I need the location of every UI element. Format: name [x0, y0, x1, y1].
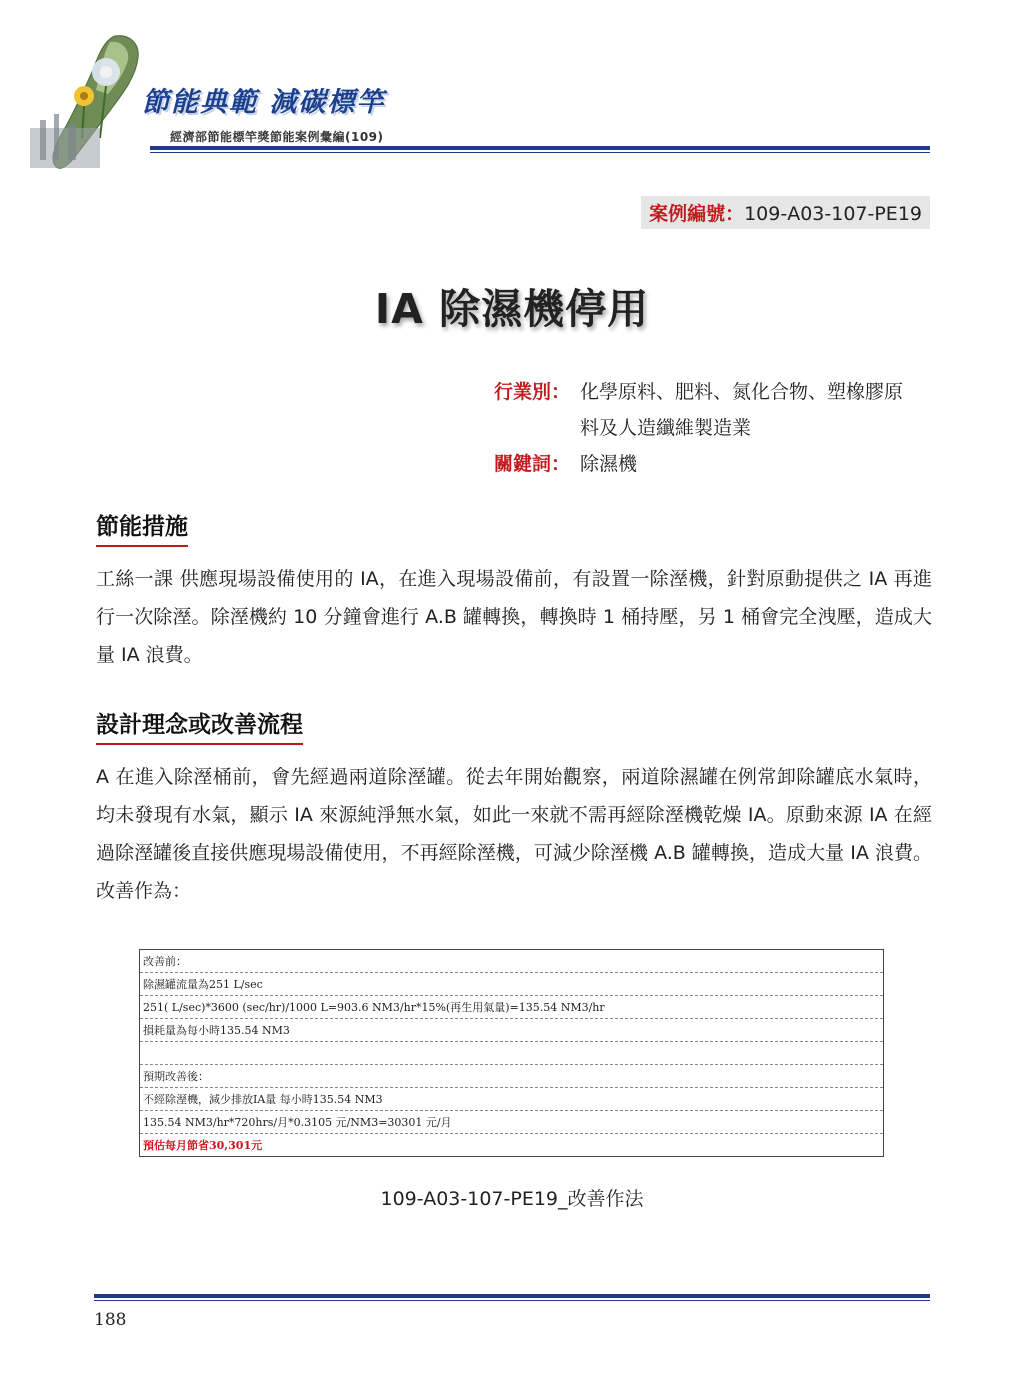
- case-number-label: 案例編號：: [649, 203, 745, 225]
- case-number-badge: [641, 196, 930, 229]
- industry-row: [494, 374, 920, 446]
- table-cell: 預期改善後：: [140, 1065, 884, 1088]
- table-cell: 135.54 NM3/hr*720hrs/月*0.3105 元/NM3=30301 元/月: [140, 1111, 884, 1134]
- table-row: [140, 1019, 884, 1042]
- taiwan-map-logo: [20, 28, 160, 178]
- table-row: [140, 1088, 884, 1111]
- keyword-label: 關鍵詞：: [494, 453, 571, 475]
- table-caption: 109-A03-107-PE19_改善作法: [380, 1188, 644, 1210]
- section-body-design: A 在進入除溼桶前，會先經過兩道除溼罐。從去年開始觀察，兩道除濕罐在例常卸除罐底水氣時，均未發現有水氣，顯示 IA 來源純淨無水氣，如此一來就不需再經除溼機乾燥 IA。原動來源 IA 在經過除溼罐後直接供應現場設備使用，不再經除溼機，可減少除溼機 A.B 罐轉換，造成大量 IA 浪費。改善作為：: [96, 766, 932, 902]
- footer-rule-thin: [94, 1300, 930, 1301]
- table-cell: 除濕罐流量為251 L/sec: [140, 973, 884, 996]
- savings-cell: 預估每月節省30,301元: [143, 1139, 263, 1152]
- table-row: [140, 1111, 884, 1134]
- brand-title: 節能典範 減碳標竿: [142, 87, 386, 118]
- page-title: IA 除濕機停用: [374, 285, 650, 333]
- table-row: [140, 1134, 884, 1157]
- page-number: 188: [94, 1310, 127, 1330]
- footer-rule: [94, 1294, 930, 1298]
- keyword-value: 除濕機: [580, 453, 638, 475]
- table-cell: 損耗量為每小時135.54 NM3: [140, 1019, 884, 1042]
- industry-value: 化學原料、肥料、氮化合物、塑橡膠原料及人造纖維製造業: [580, 381, 904, 439]
- table-cell: 改善前：: [140, 950, 884, 973]
- table-row: [140, 1065, 884, 1088]
- table-row: [140, 996, 884, 1019]
- industry-label: 行業別：: [494, 381, 571, 403]
- table-row: [140, 950, 884, 973]
- table-cell: [140, 1042, 884, 1065]
- section-heading-design: 設計理念或改善流程: [96, 706, 303, 745]
- improvement-table: [139, 949, 884, 1157]
- header-rule: [150, 146, 930, 150]
- table-row: [140, 973, 884, 996]
- table-row: [140, 1042, 884, 1065]
- section-heading-measures: 節能措施: [96, 508, 188, 547]
- case-number-value: 109-A03-107-PE19: [744, 203, 922, 225]
- section-body-measures: 工絲一課 供應現場設備使用的 IA，在進入現場設備前，有設置一除溼機，針對原動提供之 IA 再進行一次除溼。除溼機約 10 分鐘會進行 A.B 罐轉換，轉換時 1 桶持壓，另 1 桶會完全洩壓，造成大量 IA 浪費。: [96, 568, 932, 666]
- case-meta: [494, 374, 920, 482]
- header-rule-thin: [150, 152, 930, 153]
- brand-subtitle: 經濟部節能標竿獎節能案例彙編(109): [170, 130, 384, 144]
- table-cell: 251( L/sec)*3600 (sec/hr)/1000 L=903.6 NM3/hr*15%(再生用氣量)=135.54 NM3/hr: [140, 996, 884, 1019]
- table-cell: 不經除溼機，減少排放IA量 每小時135.54 NM3: [140, 1088, 884, 1111]
- keyword-row: [494, 446, 920, 482]
